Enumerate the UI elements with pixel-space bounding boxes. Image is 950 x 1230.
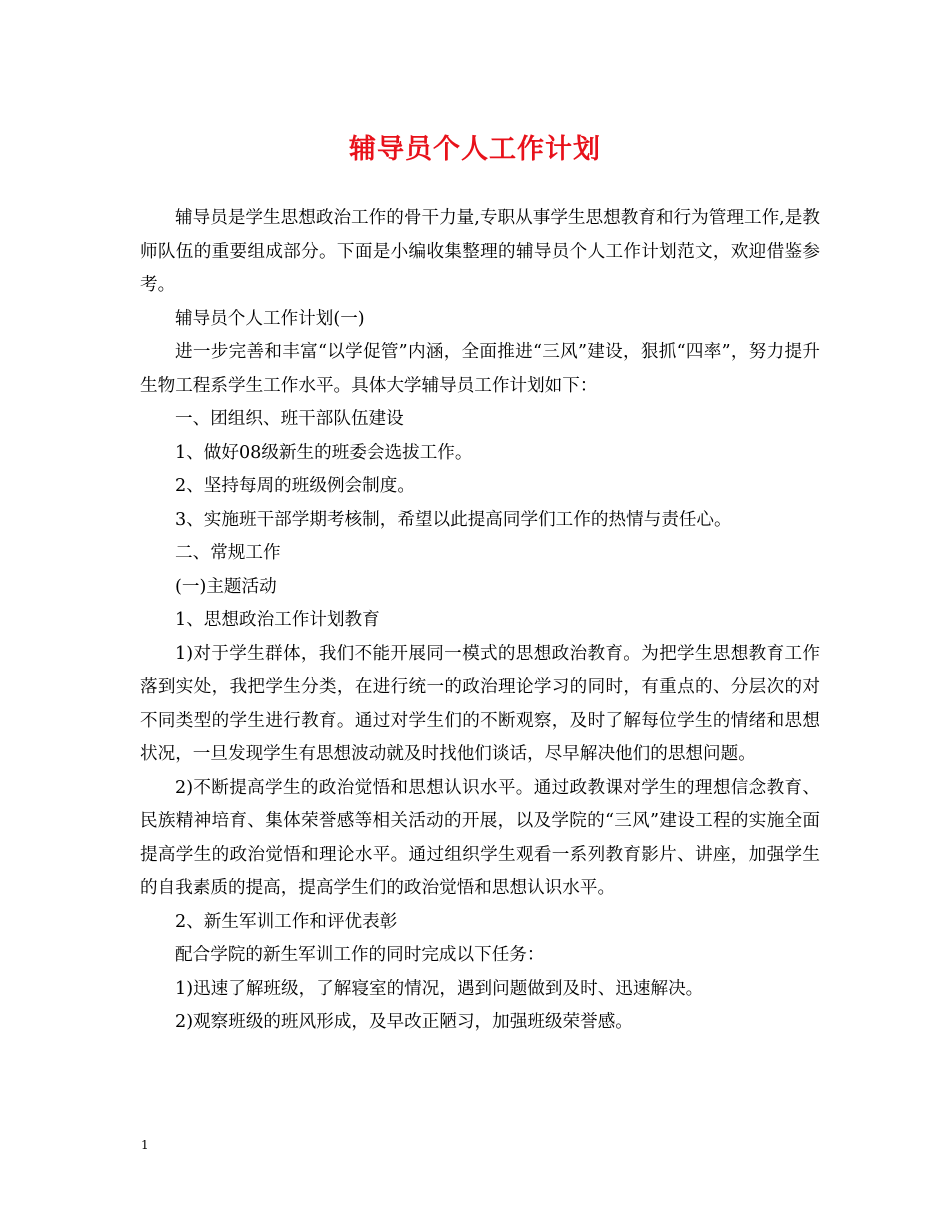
paragraph-overview: 进一步完善和丰富“以学促管”内涵，全面推进“三风”建设，狠抓“四率”，努力提升生物工程系学生工作水平。具体大学辅导员工作计划如下： xyxy=(140,342,820,396)
paragraph-subsection: (一)主题活动 xyxy=(175,576,277,597)
paragraph-section-one: 一、团组织、班干部队伍建设 xyxy=(175,409,404,429)
paragraph-item: 2、坚持每周的班级例会制度。 xyxy=(175,476,415,496)
paragraph-detail: 配合学院的新生军训工作的同时完成以下任务： xyxy=(175,945,545,965)
paragraph-detail: 1)对于学生群体，我们不能开展同一模式的思想政治教育。为把学生思想教育工作落到实处，我把学生分类，在进行统一的政治理论学习的同时，有重点的、分层次的对不同类型的学生进行教育。通过对学生们的不断观察，及时了解每位学生的情绪和思想状况，一旦发现学生有思想波动就及时找他们谈话，尽早解决他们的思想问题。 xyxy=(140,643,820,764)
paragraph-item: 1、思想政治工作计划教育 xyxy=(175,610,380,630)
document-title: 辅导员个人工作计划 xyxy=(349,134,601,165)
paragraph-detail: 1)迅速了解班级，了解寝室的情况，遇到问题做到及时、迅速解决。 xyxy=(175,978,704,999)
paragraph-item: 2、新生军训工作和评优表彰 xyxy=(175,911,398,932)
paragraph-detail: 2)不断提高学生的政治觉悟和思想认识水平。通过政教课对学生的理想信念教育、民族精神培育、集体荣誉感等相关活动的开展，以及学院的“三风”建设工程的实施全面提高学生的政治觉悟和理论水平。通过组织学生观看一系列教育影片、讲座，加强学生的自我素质的提高，提高学生们的政治觉悟和思想认识水平。 xyxy=(140,777,820,898)
paragraph-item: 3、实施班干部学期考核制，希望以此提高同学们工作的热情与责任心。 xyxy=(175,509,732,530)
paragraph-intro: 辅导员是学生思想政治工作的骨干力量,专职从事学生思想教育和行为管理工作,是教师队伍的重要组成部分。下面是小编收集整理的辅导员个人工作计划范文，欢迎借鉴参考。 xyxy=(140,208,820,295)
document-body xyxy=(140,202,820,1040)
paragraph-item: 1、做好08级新生的班委会选拔工作。 xyxy=(175,442,473,463)
page-number: 1 xyxy=(141,1138,149,1152)
paragraph-plan-heading: 辅导员个人工作计划(一) xyxy=(175,308,365,329)
paragraph-section-two: 二、常规工作 xyxy=(175,543,281,563)
paragraph-detail: 2)观察班级的班风形成，及早改正陋习，加强班级荣誉感。 xyxy=(175,1012,633,1032)
